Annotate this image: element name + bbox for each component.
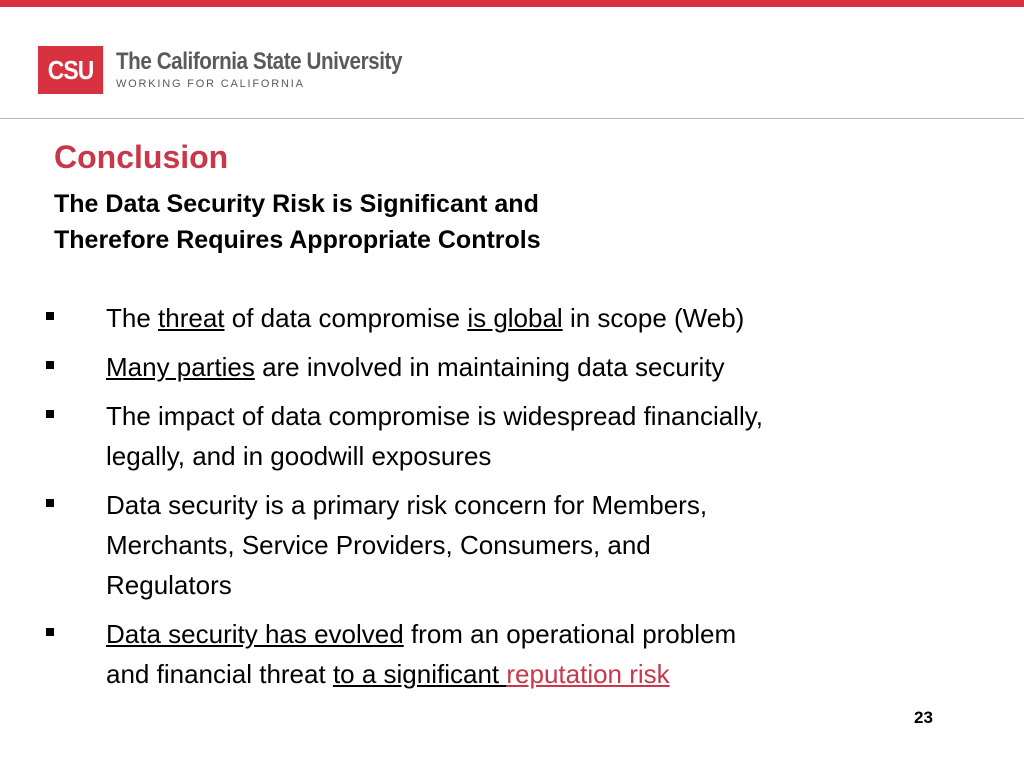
csu-logo-text [116,49,449,91]
square-bullet-icon [46,499,54,507]
bullet-text: legally, and in goodwill exposures [106,441,492,471]
bullet-text: and financial threat [106,659,333,689]
bullet-emphasis: threat [158,303,225,333]
bullet-text: are involved in maintaining data security [254,352,725,382]
university-tagline: WORKING FOR CALIFORNIA [116,78,305,90]
bullet-emphasis: Many parties [106,352,255,382]
bullet-emphasis: Data security has evolved [106,619,404,649]
bullet-list [40,298,1000,703]
page-number: 23 [914,708,933,727]
bullet-text: Data security is a primary risk concern for Members, [106,490,708,520]
bullet-emphasis: is global [467,303,563,333]
square-bullet-icon [46,410,54,418]
slide-subtitle [54,186,541,258]
bullet-text: from an operational problem [403,619,737,649]
csu-logo [38,46,449,94]
square-bullet-icon [46,312,54,320]
subtitle-line-2: Therefore Requires Appropriate Controls [54,226,541,254]
bullet-text: of data compromise [224,303,468,333]
bullet-text: The [106,303,159,333]
university-name: The California State University [116,48,403,75]
bullet-item [40,298,1000,338]
top-accent-bar [0,0,1024,7]
slide-title: Conclusion [54,139,229,175]
header-divider [0,118,1024,119]
csu-logo-mark: CSU [38,46,103,94]
bullet-item [40,347,1000,387]
bullet-highlight: reputation risk [506,659,670,689]
bullet-text: Regulators [106,570,232,600]
bullet-item [40,614,1000,694]
bullet-item [40,485,1000,605]
square-bullet-icon [46,628,54,636]
bullet-item [40,396,1000,476]
subtitle-line-1: The Data Security Risk is Significant and [54,190,539,218]
bullet-text: Merchants, Service Providers, Consumers, and [106,530,651,560]
bullet-emphasis: to a significant [332,659,507,689]
bullet-text: in scope (Web) [562,303,745,333]
bullet-text: The impact of data compromise is widespread financially, [106,401,764,431]
square-bullet-icon [46,361,54,369]
